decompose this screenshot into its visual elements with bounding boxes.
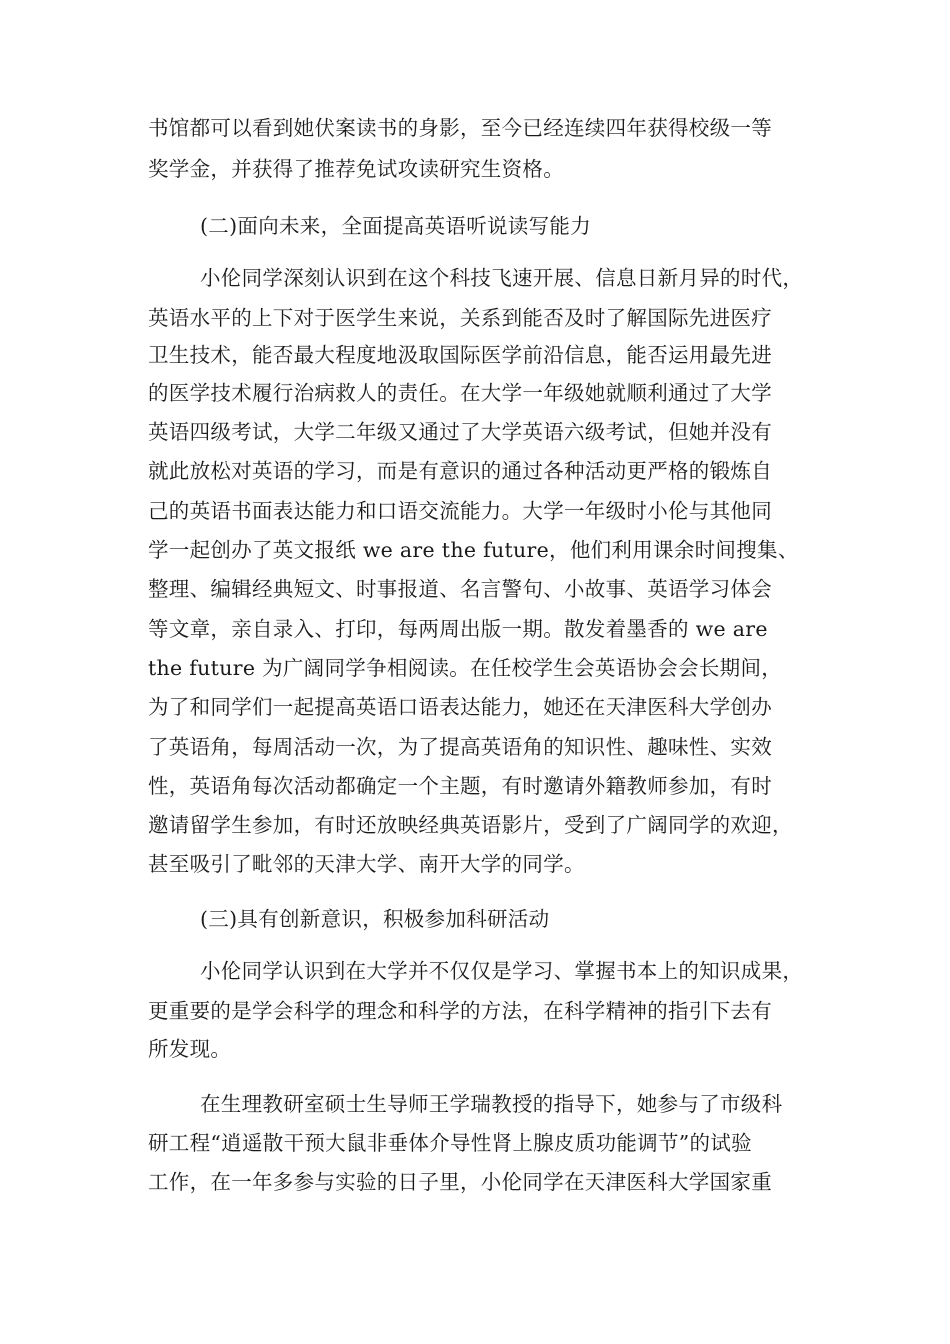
text-line: 学一起创办了英文报纸 we are the future，他们利用课余时间搜集、 [148, 538, 799, 562]
text-line: 更重要的是学会科学的理念和科学的方法，在科学精神的指引下去有 [148, 999, 772, 1023]
text-line: 性，英语角每次活动都确定一个主题，有时邀请外籍教师参加，有时 [148, 774, 772, 798]
text-line: 卫生技术，能否最大程度地汲取国际医学前沿信息，能否运用最先进 [148, 343, 772, 367]
text-line: 己的英语书面表达能力和口语交流能力。大学一年级时小伦与其他同 [148, 499, 772, 523]
text-line: 的医学技术履行治病救人的责任。在大学一年级她就顺利通过了大学 [148, 381, 772, 405]
text-line: 工作，在一年多参与实验的日子里，小伦同学在天津医科大学国家重 [148, 1170, 772, 1194]
text-line: 奖学金，并获得了推荐免试攻读研究生资格。 [148, 157, 564, 181]
text-line: 邀请留学生参加，有时还放映经典英语影片，受到了广阔同学的欢迎， [148, 813, 793, 837]
text-line: 书馆都可以看到她伏案读书的身影，至今已经连续四年获得校级一等 [148, 116, 772, 140]
text-line: 为了和同学们一起提高英语口语表达能力，她还在天津医科大学创办 [148, 695, 772, 719]
text-line: 英语水平的上下对于医学生来说，关系到能否及时了解国际先进医疗 [148, 306, 772, 330]
text-line: 在生理教研室硕士生导师王学瑞教授的指导下，她参与了市级科 [200, 1092, 783, 1116]
text-line: 甚至吸引了毗邻的天津大学、南开大学的同学。 [148, 852, 585, 876]
text-line: 小伦同学深刻认识到在这个科技飞速开展、信息日新月异的时代， [200, 266, 804, 290]
text-line: 研工程“逍遥散干预大鼠非垂体介导性肾上腺皮质功能调节”的试验 [148, 1131, 752, 1155]
text-line: the future 为广阔同学争相阅读。在任校学生会英语协会会长期间， [148, 656, 783, 680]
section-heading: (三)具有创新意识，积极参加科研活动 [200, 907, 550, 931]
text-line: 等文章，亲自录入、打印，每两周出版一期。散发着墨香的 we are [148, 617, 768, 641]
text-line: 了英语角，每周活动一次，为了提高英语角的知识性、趣味性、实效 [148, 735, 772, 759]
text-line: 英语四级考试，大学二年级又通过了大学英语六级考试，但她并没有 [148, 420, 772, 444]
text-line: 小伦同学认识到在大学并不仅仅是学习、掌握书本上的知识成果， [200, 959, 804, 983]
text-line: 所发现。 [148, 1037, 232, 1061]
section-heading: (二)面向未来，全面提高英语听说读写能力 [200, 214, 591, 238]
text-line: 整理、编辑经典短文、时事报道、名言警句、小故事、英语学习体会 [148, 577, 772, 601]
text-line: 就此放松对英语的学习，而是有意识的通过各种活动更严格的锻炼自 [148, 459, 772, 483]
